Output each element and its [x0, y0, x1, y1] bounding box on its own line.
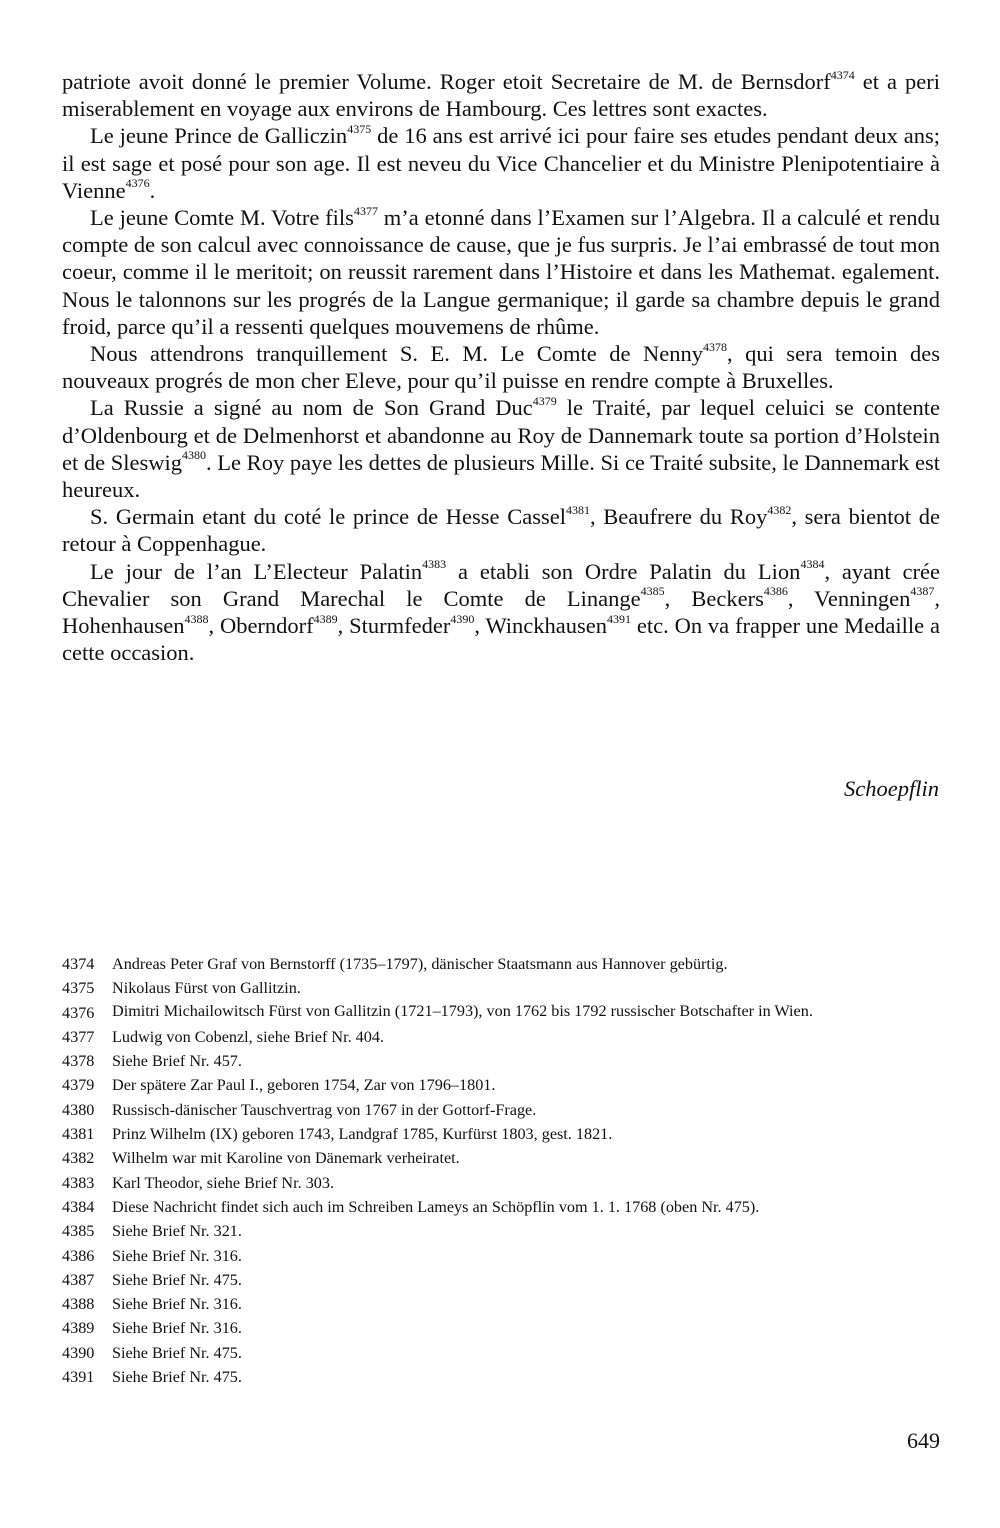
signature: Schoepflin — [844, 776, 939, 801]
footnote — [62, 1316, 942, 1340]
text-run: . — [149, 177, 156, 203]
footnote-number: 4377 — [62, 1027, 95, 1046]
footnote-ref: 4381 — [565, 502, 590, 517]
footnote-text: Siehe Brief Nr. 316. — [112, 1246, 242, 1265]
footnote-ref: 4378 — [702, 339, 727, 354]
footnote — [62, 1146, 942, 1170]
text-run: et a peri miserablement en voyage aux environs de Hambourg. Ces lettres sont exactes. — [62, 69, 940, 122]
text-run: m’a etonné dans l’Examen sur l’Algebra. Il a calculé et rendu compte de son calcul avec connoissance de cause, que je fus surpris. Je l’ai embrassé de tout mon coeur, comme il le meritoit; on reussit rarement dans l’Histoire et dans les Mathemat. egalement. Nous le talonnons sur les progrés de la Langue germanique; il garde sa chambre depuis le grand froid, parce qu’il a ressenti quelques mouvemens de rhûme. — [62, 205, 941, 339]
footnote-number: 4380 — [62, 1100, 95, 1119]
footnote-number: 4375 — [62, 979, 95, 998]
footnote-number: 4390 — [62, 1343, 95, 1362]
footnote-number: 4389 — [62, 1319, 95, 1338]
text-run: , sera bientot de retour à Coppenhague. — [62, 504, 940, 557]
footnote-ref: 4389 — [313, 611, 338, 626]
footnotes — [62, 952, 942, 1389]
footnote-number: 4374 — [62, 955, 95, 973]
text-run: S. Germain etant du coté le prince de Hesse Cassel — [90, 504, 566, 530]
text-run: La Russie a signé au nom de Son Grand Duc — [90, 395, 533, 421]
text-run: , qui sera temoin des nouveaux progrés de mon cher Eleve, pour qu’il puisse en rendre compte à Bruxelles. — [62, 341, 940, 394]
footnote-text: Siehe Brief Nr. 475. — [112, 1368, 242, 1387]
footnote — [62, 1049, 942, 1073]
footnote-number: 4379 — [62, 1076, 95, 1095]
text-run: Le jeune Comte M. Votre fils — [90, 205, 354, 231]
footnote-text: Prinz Wilhelm (IX) geboren 1743, Landgraf 1785, Kurfürst 1803, gest. 1821. — [112, 1125, 613, 1144]
footnote — [62, 1341, 942, 1365]
text-run: le Traité, par lequel celuici se contente d’Oldenbourg et de Delmenhorst et abandonne au Roy de Dannemark toute sa portion d’Holstein et de Sleswig — [62, 395, 940, 475]
text-run: , Venningen — [787, 585, 911, 611]
footnote — [62, 1025, 942, 1049]
footnote-text: Siehe Brief Nr. 475. — [112, 1270, 242, 1289]
footnote-ref: 4377 — [353, 203, 378, 218]
paragraph — [62, 340, 940, 394]
footnote — [62, 952, 942, 976]
footnote-number: 4386 — [62, 1246, 95, 1265]
footnote-text: Siehe Brief Nr. 316. — [112, 1319, 242, 1338]
text-run: Le jeune Prince de Galliczin — [90, 123, 348, 149]
footnote-number: 4378 — [62, 1052, 95, 1071]
footnote-ref: 4380 — [182, 448, 207, 463]
footnote — [62, 1292, 942, 1316]
footnote-number: 4383 — [62, 1173, 95, 1192]
footnote — [62, 1001, 942, 1025]
text-run: patriote avoit donné le premier Volume. Roger etoit Secretaire de M. de Bernsdorf — [62, 69, 831, 94]
footnote-number: 4382 — [62, 1149, 95, 1168]
footnote-text: Nikolaus Fürst von Gallitzin. — [112, 979, 301, 998]
footnote-text: Siehe Brief Nr. 321. — [112, 1222, 242, 1241]
footnote — [62, 1365, 942, 1389]
footnote-text: Ludwig von Cobenzl, siehe Brief Nr. 404. — [112, 1027, 384, 1046]
footnote-ref: 4384 — [800, 557, 825, 572]
footnote-text: Diese Nachricht findet sich auch im Schreiben Lameys an Schöpflin vom 1. 1. 1768 (oben Nr. 475). — [112, 1197, 760, 1216]
footnote-text: Karl Theodor, siehe Brief Nr. 303. — [112, 1173, 335, 1192]
paragraph — [62, 558, 940, 667]
text-run: , ayant crée Chevalier son Grand Marechal le Comte de Linange — [62, 558, 940, 611]
footnote-text: Siehe Brief Nr. 457. — [112, 1052, 242, 1071]
footnote-number: 4384 — [62, 1197, 95, 1216]
footnote-text: Russisch-dänischer Tauschvertrag von 1767 in der Gottorf-Frage. — [112, 1100, 537, 1119]
footnote — [62, 976, 942, 1000]
paragraph — [62, 394, 940, 503]
paragraph — [62, 204, 940, 340]
footnote-text: Siehe Brief Nr. 316. — [112, 1295, 242, 1314]
footnote-text: Dimitri Michailowitsch Fürst von Gallitzin (1721–1793), von 1762 bis 1792 russischer Botschafter in Wien. — [112, 1001, 813, 1020]
text-run: de 16 ans est arrivé ici pour faire ses etudes pendant deux ans; il est sage et posé pour son age. Il est neveu du Vice Chancelier et du Ministre Plenipotentiaire à Vienne — [62, 123, 941, 203]
page-number: 649 — [907, 1428, 940, 1453]
footnote-ref: 4388 — [184, 611, 209, 626]
text-run: a etabli son Ordre Palatin du Lion — [446, 558, 801, 584]
footnote-ref: 4382 — [767, 502, 792, 517]
footnote — [62, 1098, 942, 1122]
footnote-number: 4391 — [62, 1368, 95, 1387]
footnote-ref: 4390 — [450, 611, 475, 626]
footnote — [62, 1073, 942, 1097]
text-run: . Le Roy paye les dettes de plusieurs Mille. Si ce Traité subsite, le Dannemark est heureux. — [62, 449, 940, 503]
text-run: , Sturmfeder — [337, 613, 451, 639]
paragraph — [62, 68, 940, 122]
footnote-ref: 4387 — [910, 584, 935, 599]
footnote-text: Der spätere Zar Paul I., geboren 1754, Zar von 1796–1801. — [112, 1076, 496, 1095]
footnote — [62, 1268, 942, 1292]
footnote-number: 4385 — [62, 1222, 95, 1241]
footnote-text: Siehe Brief Nr. 475. — [112, 1343, 242, 1362]
footnote — [62, 1122, 942, 1146]
footnote — [62, 1219, 942, 1243]
footnote-ref: 4375 — [347, 121, 372, 136]
footnote-ref: 4383 — [422, 557, 447, 572]
paragraph — [62, 122, 940, 204]
text-run: etc. On va frapper une Medaille a cette occasion. — [62, 613, 940, 666]
footnote-text: Andreas Peter Graf von Bernstorff (1735–1797), dänischer Staatsmann aus Hannover gebürtig. — [112, 955, 728, 973]
text-run: , Hohenhausen — [62, 585, 940, 639]
footnote-text: Wilhelm war mit Karoline von Dänemark verheiratet. — [112, 1149, 460, 1168]
footnote-ref: 4385 — [640, 584, 665, 599]
footnote-ref: 4376 — [125, 176, 150, 191]
text-run: , Winckhausen — [474, 613, 608, 639]
footnote-number: 4388 — [62, 1295, 95, 1314]
text-run: , Oberndorf — [208, 613, 314, 639]
footnote-ref: 4386 — [763, 584, 788, 599]
footnote-ref: 4379 — [532, 393, 557, 408]
footnote — [62, 1171, 942, 1195]
footnote-ref: 4391 — [607, 611, 632, 626]
footnote — [62, 1195, 942, 1219]
text-run: , Beckers — [664, 585, 764, 611]
footnote-number: 4381 — [62, 1125, 95, 1144]
footnote-number: 4376 — [62, 1003, 95, 1022]
text-run: , Beaufrere du Roy — [589, 504, 768, 530]
footnote-ref: 4374 — [830, 67, 855, 82]
paragraph — [62, 503, 940, 557]
text-run: Le jour de l’an L’Electeur Palatin — [90, 558, 423, 584]
footnote — [62, 1244, 942, 1268]
text-run: Nous attendrons tranquillement S. E. M. Le Comte de Nenny — [90, 341, 703, 367]
footnote-number: 4387 — [62, 1270, 95, 1289]
letter-body — [62, 68, 940, 666]
